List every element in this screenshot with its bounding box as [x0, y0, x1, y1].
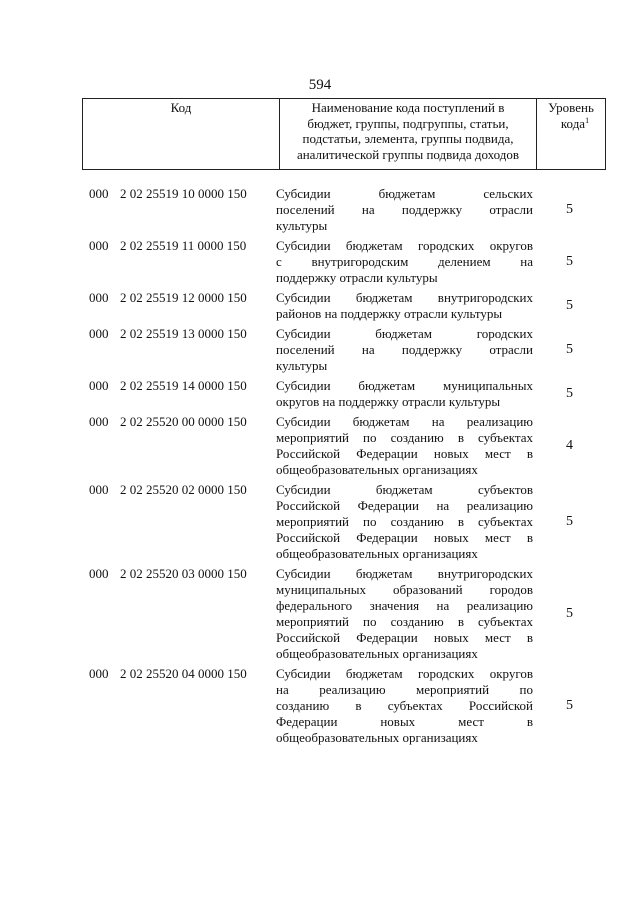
header-name-line: бюджет, группы, подгруппы, статьи, — [307, 115, 509, 131]
row-budget-code: 2 02 25519 11 0000 150 — [120, 238, 247, 253]
row-name — [276, 238, 533, 286]
table-row — [82, 482, 606, 562]
row-admin-code: 000 — [89, 378, 109, 393]
table-row — [82, 326, 606, 374]
table-row — [82, 186, 606, 234]
table-row — [82, 414, 606, 478]
row-name-line: Субсидии бюджетам сельских — [276, 186, 533, 201]
row-admin-code: 000 — [89, 326, 109, 341]
row-name — [276, 326, 533, 374]
row-name-line: поселений на поддержку отрасли — [276, 202, 533, 217]
row-name-line: Субсидии бюджетам городских — [276, 326, 533, 341]
row-budget-code: 2 02 25520 02 0000 150 — [120, 482, 247, 497]
header-level-line2 — [537, 116, 605, 132]
row-name-line: Российской Федерации новых мест в — [276, 530, 533, 545]
row-name-line: мероприятий по созданию в субъектах — [276, 614, 533, 629]
row-name-line: Федерации новых мест в — [276, 714, 533, 729]
row-level: 5 — [566, 342, 573, 357]
row-name-line: районов на поддержку отрасли культуры — [276, 306, 503, 321]
row-name — [276, 482, 533, 562]
header-level-footnote: 1 — [585, 115, 590, 125]
row-level: 5 — [566, 202, 573, 217]
row-name-line: культуры — [276, 218, 328, 233]
row-admin-code: 000 — [89, 186, 109, 201]
row-level: 5 — [566, 254, 573, 269]
header-level — [537, 99, 605, 169]
row-level: 5 — [566, 698, 573, 713]
table-row — [82, 666, 606, 746]
row-name-line: Российской Федерации новых мест в — [276, 630, 533, 645]
row-name-line: Субсидии бюджетам на реализацию — [276, 414, 533, 429]
row-budget-code: 2 02 25519 14 0000 150 — [120, 378, 247, 393]
row-admin-code: 000 — [89, 666, 109, 681]
row-name — [276, 414, 533, 478]
row-name — [276, 290, 533, 322]
row-name — [276, 378, 533, 410]
row-name-line: муниципальных образований городов — [276, 582, 533, 597]
row-budget-code: 2 02 25519 12 0000 150 — [120, 290, 247, 305]
row-name-line: поселений на поддержку отрасли — [276, 342, 533, 357]
row-name-line: Субсидии бюджетам субъектов — [276, 482, 533, 497]
row-budget-code: 2 02 25519 13 0000 150 — [120, 326, 247, 341]
table-row — [82, 238, 606, 286]
row-name-line: федерального значения на реализацию — [276, 598, 533, 613]
row-name-line: Российской Федерации новых мест в — [276, 446, 533, 461]
row-name-line: общеобразовательных организациях — [276, 730, 478, 745]
row-name-line: мероприятий по созданию в субъектах — [276, 430, 533, 445]
row-level: 5 — [566, 386, 573, 401]
row-name-line: Субсидии бюджетам городских округов — [276, 666, 533, 681]
table-body — [82, 186, 606, 746]
row-budget-code: 2 02 25520 03 0000 150 — [120, 566, 247, 581]
header-name-line: аналитической группы подвида доходов — [296, 146, 520, 162]
row-name-line: округов на поддержку отрасли культуры — [276, 394, 501, 409]
row-name-line: поддержку отрасли культуры — [276, 270, 438, 285]
row-admin-code: 000 — [89, 414, 109, 429]
row-name-line: на реализацию мероприятий по — [276, 682, 533, 697]
row-name-line: Российской Федерации на реализацию — [276, 498, 533, 513]
row-admin-code: 000 — [89, 566, 109, 581]
row-level: 5 — [566, 606, 573, 621]
header-name-line: Наименование кода поступлений в — [311, 100, 505, 115]
row-level: 5 — [566, 298, 573, 313]
table-row — [82, 378, 606, 410]
header-level-word: кода — [560, 115, 586, 131]
row-name-line: мероприятий по созданию в субъектах — [276, 514, 533, 529]
header-code: Код — [170, 100, 192, 115]
row-level: 5 — [566, 514, 573, 529]
row-budget-code: 2 02 25520 04 0000 150 — [120, 666, 247, 681]
row-name-line: общеобразовательных организациях — [276, 546, 478, 561]
row-budget-code: 2 02 25520 00 0000 150 — [120, 414, 247, 429]
row-name-line: Субсидии бюджетам внутригородских — [276, 290, 533, 305]
page-number: 594 — [308, 77, 332, 93]
row-name-line: культуры — [276, 358, 328, 373]
row-name — [276, 666, 533, 746]
row-name-line: общеобразовательных организациях — [276, 646, 478, 661]
table-row — [82, 290, 606, 322]
row-admin-code: 000 — [89, 482, 109, 497]
row-name — [276, 186, 533, 234]
header-name — [279, 99, 537, 169]
row-admin-code: 000 — [89, 238, 109, 253]
header-level-line1: Уровень — [548, 100, 594, 115]
row-name — [276, 566, 533, 662]
row-name-line: Субсидии бюджетам внутригородских — [276, 566, 533, 581]
row-name-line: Субсидии бюджетам городских округов — [276, 238, 533, 253]
row-name-line: созданию в субъектах Российской — [276, 698, 533, 713]
row-name-line: с внутригородским делением на — [276, 254, 533, 269]
table-row — [82, 566, 606, 662]
header-name-line: подстатьи, элемента, группы подвида, — [302, 131, 514, 147]
row-level: 4 — [566, 438, 573, 453]
table-header — [82, 98, 606, 170]
row-budget-code: 2 02 25519 10 0000 150 — [120, 186, 247, 201]
row-admin-code: 000 — [89, 290, 109, 305]
row-name-line: общеобразовательных организациях — [276, 462, 478, 477]
row-name-line: Субсидии бюджетам муниципальных — [276, 378, 533, 393]
